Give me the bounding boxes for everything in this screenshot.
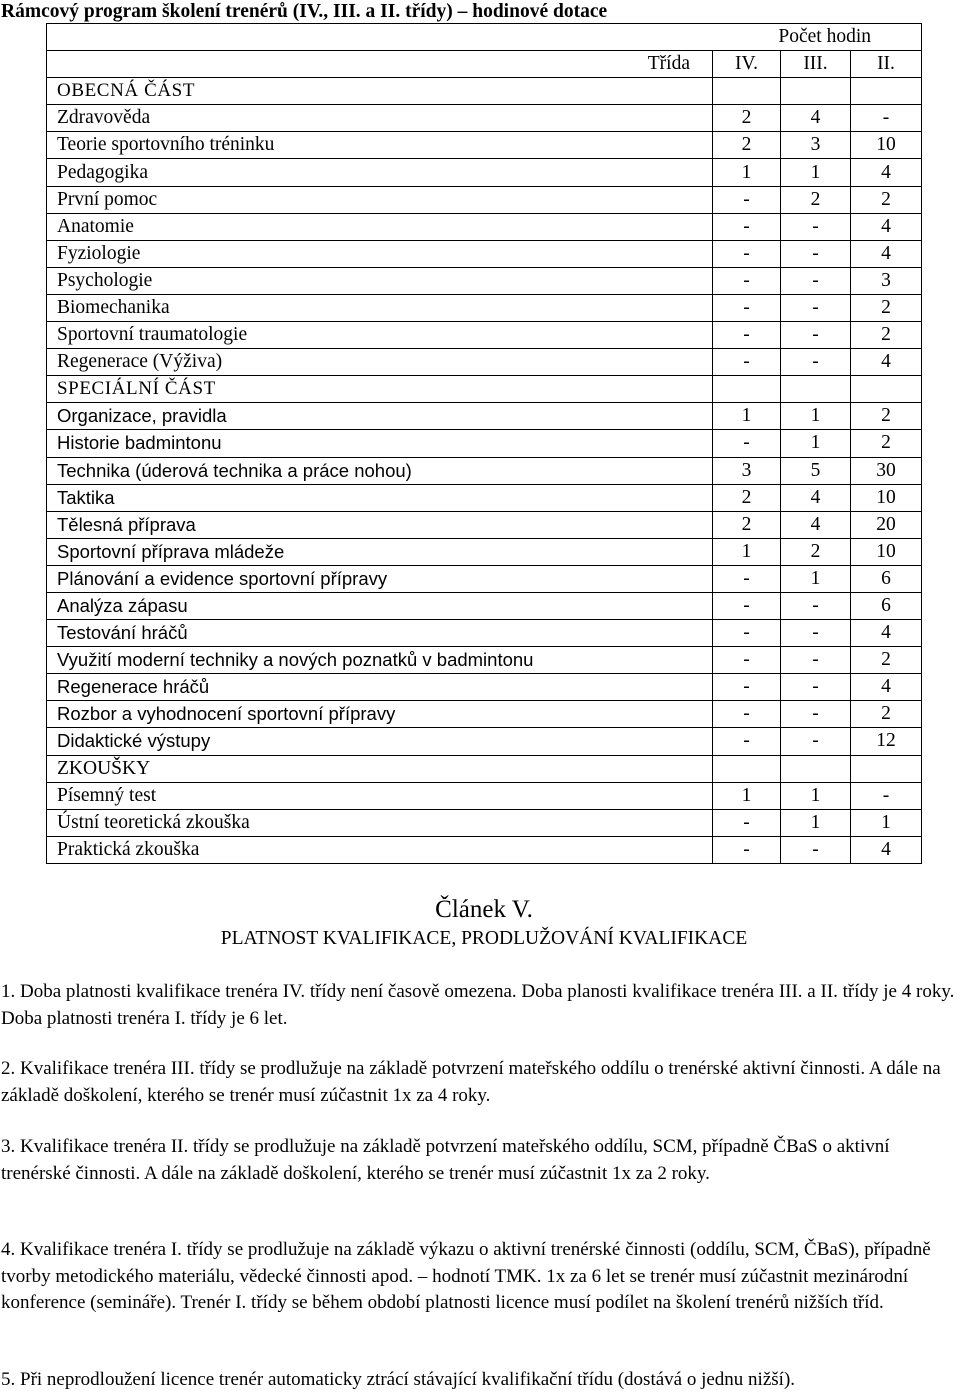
hours-cell-iii: 3 xyxy=(781,132,851,159)
paragraph-2: 2. Kvalifikace trenéra III. třídy se prodlužuje na základě potvrzení mateřského oddílu o trenérské aktivní činnosti. A dále na základě doškolení, kterého se trenér musí zúčastnit 1x za 4 roky. xyxy=(1,1058,941,1106)
hours-cell-ii: 4 xyxy=(851,213,922,240)
subject-name: Ústní teoretická zkouška xyxy=(47,809,713,836)
hours-cell-iv: 2 xyxy=(713,105,781,132)
training-hours-table-body xyxy=(47,24,922,864)
paragraph-5: 5. Při neprodloužení licence trenér automaticky ztrácí stávající kvalifikační třídu (dostává o jednu nižší). xyxy=(1,1369,796,1390)
section-name: SPECIÁLNÍ ČÁST xyxy=(47,376,713,403)
subject-name: Praktická zkouška xyxy=(47,836,713,863)
hours-cell-iv: - xyxy=(713,701,781,728)
hours-cell-iii: 4 xyxy=(781,484,851,511)
hours-cell-ii: 1 xyxy=(851,809,922,836)
header-trida: Třída xyxy=(47,51,713,78)
hours-cell-iv: - xyxy=(713,728,781,755)
hours-cell-iii xyxy=(781,78,851,105)
subject-name: Sportovní příprava mládeže xyxy=(47,538,713,565)
hours-cell-iii: - xyxy=(781,620,851,647)
hours-cell-iii: 1 xyxy=(781,809,851,836)
hours-cell-ii: 3 xyxy=(851,267,922,294)
subject-row xyxy=(47,105,922,132)
hours-cell-iii: - xyxy=(781,728,851,755)
hours-cell-iii: 1 xyxy=(781,782,851,809)
hours-cell-ii: 2 xyxy=(851,322,922,349)
hours-cell-iii: 4 xyxy=(781,511,851,538)
hours-cell-iv: - xyxy=(713,809,781,836)
subject-name: Rozbor a vyhodnocení sportovní přípravy xyxy=(47,701,713,728)
hours-cell-ii: 2 xyxy=(851,403,922,430)
subject-row xyxy=(47,592,922,619)
section-row xyxy=(47,376,922,403)
subject-row xyxy=(47,132,922,159)
header-pocet-hodin: Počet hodin xyxy=(47,24,922,51)
subject-name: Písemný test xyxy=(47,782,713,809)
hours-cell-ii: 2 xyxy=(851,430,922,457)
hours-cell-iii: - xyxy=(781,349,851,376)
subject-row xyxy=(47,294,922,321)
hours-cell-ii xyxy=(851,376,922,403)
hours-cell-iii xyxy=(781,755,851,782)
subject-row xyxy=(47,457,922,484)
subject-row xyxy=(47,701,922,728)
subject-row xyxy=(47,565,922,592)
header-row-hours xyxy=(47,24,922,51)
paragraph-3: 3. Kvalifikace trenéra II. třídy se prodlužuje na základě potvrzení mateřského oddílu, SCM, případně ČBaS o aktivní trenérské činnosti. A dále na základě doškolení, kterého se trenér musí zúčastnit 1x za 2 roky. xyxy=(1,1136,890,1184)
subject-row xyxy=(47,240,922,267)
hours-cell-iii: 2 xyxy=(781,186,851,213)
hours-cell-iii xyxy=(781,376,851,403)
subject-name: Historie badmintonu xyxy=(47,430,713,457)
hours-cell-iv: 1 xyxy=(713,403,781,430)
hours-cell-iii: 1 xyxy=(781,430,851,457)
subject-name: Sportovní traumatologie xyxy=(47,322,713,349)
hours-cell-ii: 30 xyxy=(851,457,922,484)
hours-cell-ii: 2 xyxy=(851,186,922,213)
hours-cell-iii: - xyxy=(781,267,851,294)
hours-cell-iv: - xyxy=(713,294,781,321)
header-class-iii: III. xyxy=(781,51,851,78)
subject-row xyxy=(47,349,922,376)
hours-cell-iii: - xyxy=(781,592,851,619)
hours-cell-iv xyxy=(713,376,781,403)
hours-cell-ii: 4 xyxy=(851,836,922,863)
hours-cell-iv: 1 xyxy=(713,782,781,809)
section-row xyxy=(47,78,922,105)
hours-cell-ii: 12 xyxy=(851,728,922,755)
subject-row xyxy=(47,836,922,863)
article-subtitle: PLATNOST KVALIFIKACE, PRODLUŽOVÁNÍ KVALIFIKACE xyxy=(220,928,748,949)
hours-cell-ii: - xyxy=(851,105,922,132)
hours-cell-iv: - xyxy=(713,213,781,240)
hours-cell-iii: - xyxy=(781,701,851,728)
subject-name: Plánování a evidence sportovní přípravy xyxy=(47,565,713,592)
subject-row xyxy=(47,403,922,430)
hours-cell-ii: 4 xyxy=(851,240,922,267)
hours-cell-iv: - xyxy=(713,267,781,294)
subject-name: Teorie sportovního tréninku xyxy=(47,132,713,159)
hours-cell-iv: - xyxy=(713,647,781,674)
subject-name: Tělesná příprava xyxy=(47,511,713,538)
subject-name: Testování hráčů xyxy=(47,620,713,647)
hours-cell-iii: 5 xyxy=(781,457,851,484)
hours-cell-iv: - xyxy=(713,674,781,701)
hours-cell-ii: 4 xyxy=(851,349,922,376)
section-row xyxy=(47,755,922,782)
subject-row xyxy=(47,809,922,836)
hours-cell-ii xyxy=(851,78,922,105)
hours-cell-ii: - xyxy=(851,782,922,809)
hours-cell-iv: 2 xyxy=(713,132,781,159)
hours-cell-iii: 1 xyxy=(781,565,851,592)
paragraph-4: 4. Kvalifikace trenéra I. třídy se prodlužuje na základě výkazu o aktivní trenérské činnosti (oddílu, SCM, ČBaS), případně tvorby metodického materiálu, vědecké činnosti apod. – hodnotí TMK. 1x za 6 let se trenér musí zúčastnit mezinárodní konference (semináře). Trenér I. třídy se během období platnosti licence musí podílet na školení trenérů nižších tříd. xyxy=(1,1239,931,1313)
hours-cell-iii: - xyxy=(781,674,851,701)
hours-cell-iii: - xyxy=(781,240,851,267)
subject-name: Biomechanika xyxy=(47,294,713,321)
hours-cell-iv: 1 xyxy=(713,538,781,565)
hours-cell-iv: - xyxy=(713,186,781,213)
hours-cell-ii: 2 xyxy=(851,647,922,674)
hours-cell-iv: 2 xyxy=(713,484,781,511)
subject-name: Didaktické výstupy xyxy=(47,728,713,755)
subject-name: Fyziologie xyxy=(47,240,713,267)
subject-name: Taktika xyxy=(47,484,713,511)
subject-row xyxy=(47,267,922,294)
section-name: ZKOUŠKY xyxy=(47,755,713,782)
paragraph-1: 1. Doba platnosti kvalifikace trenéra IV. třídy není časově omezena. Doba planosti kvalifikace trenéra III. a II. třídy je 4 roky. Doba platnosti trenéra I. třídy je 6 let. xyxy=(1,981,955,1029)
subject-row xyxy=(47,186,922,213)
hours-cell-iv: - xyxy=(713,565,781,592)
subject-row xyxy=(47,159,922,186)
hours-cell-iii: - xyxy=(781,836,851,863)
subject-row xyxy=(47,620,922,647)
subject-row xyxy=(47,674,922,701)
hours-cell-ii: 6 xyxy=(851,565,922,592)
subject-row xyxy=(47,538,922,565)
subject-row xyxy=(47,728,922,755)
hours-cell-ii: 10 xyxy=(851,132,922,159)
header-row-classes xyxy=(47,51,922,78)
article-title: Článek V. xyxy=(435,896,533,923)
hours-cell-iv: - xyxy=(713,592,781,619)
hours-cell-iii: 1 xyxy=(781,403,851,430)
subject-name: Regenerace hráčů xyxy=(47,674,713,701)
hours-cell-iv: - xyxy=(713,322,781,349)
subject-row xyxy=(47,213,922,240)
hours-cell-iv xyxy=(713,755,781,782)
hours-cell-iii: 4 xyxy=(781,105,851,132)
subject-row xyxy=(47,430,922,457)
hours-cell-ii: 4 xyxy=(851,620,922,647)
hours-cell-iii: - xyxy=(781,213,851,240)
subject-name: Pedagogika xyxy=(47,159,713,186)
header-class-iv: IV. xyxy=(713,51,781,78)
hours-cell-ii: 10 xyxy=(851,484,922,511)
hours-cell-iv: 1 xyxy=(713,159,781,186)
hours-cell-ii: 4 xyxy=(851,674,922,701)
hours-cell-iv: - xyxy=(713,430,781,457)
hours-cell-iii: - xyxy=(781,294,851,321)
subject-row xyxy=(47,511,922,538)
subject-name: Zdravověda xyxy=(47,105,713,132)
hours-cell-ii: 2 xyxy=(851,701,922,728)
subject-name: Využití moderní techniky a nových poznatků v badmintonu xyxy=(47,647,713,674)
hours-cell-ii: 20 xyxy=(851,511,922,538)
hours-cell-iii: - xyxy=(781,647,851,674)
document-heading: Rámcový program školení trenérů (IV., III. a II. třídy) – hodinové dotace xyxy=(1,1,608,22)
subject-row xyxy=(47,322,922,349)
hours-cell-ii: 2 xyxy=(851,294,922,321)
hours-cell-iv: - xyxy=(713,240,781,267)
hours-cell-iv: - xyxy=(713,836,781,863)
hours-cell-iii: 2 xyxy=(781,538,851,565)
hours-cell-ii: 4 xyxy=(851,159,922,186)
hours-cell-iv: 3 xyxy=(713,457,781,484)
hours-cell-ii xyxy=(851,755,922,782)
subject-row xyxy=(47,782,922,809)
subject-name: Technika (úderová technika a práce nohou) xyxy=(47,457,713,484)
hours-cell-iv: 2 xyxy=(713,511,781,538)
header-class-ii: II. xyxy=(851,51,922,78)
hours-cell-iii: 1 xyxy=(781,159,851,186)
hours-cell-iv: - xyxy=(713,620,781,647)
subject-name: První pomoc xyxy=(47,186,713,213)
subject-name: Anatomie xyxy=(47,213,713,240)
subject-row xyxy=(47,484,922,511)
section-name: OBECNÁ ČÁST xyxy=(47,78,713,105)
hours-cell-ii: 10 xyxy=(851,538,922,565)
subject-name: Psychologie xyxy=(47,267,713,294)
subject-name: Organizace, pravidla xyxy=(47,403,713,430)
training-hours-table xyxy=(46,23,922,864)
subject-name: Regenerace (Výživa) xyxy=(47,349,713,376)
hours-cell-iii: - xyxy=(781,322,851,349)
subject-row xyxy=(47,647,922,674)
hours-cell-iv xyxy=(713,78,781,105)
hours-cell-iv: - xyxy=(713,349,781,376)
subject-name: Analýza zápasu xyxy=(47,592,713,619)
hours-cell-ii: 6 xyxy=(851,592,922,619)
